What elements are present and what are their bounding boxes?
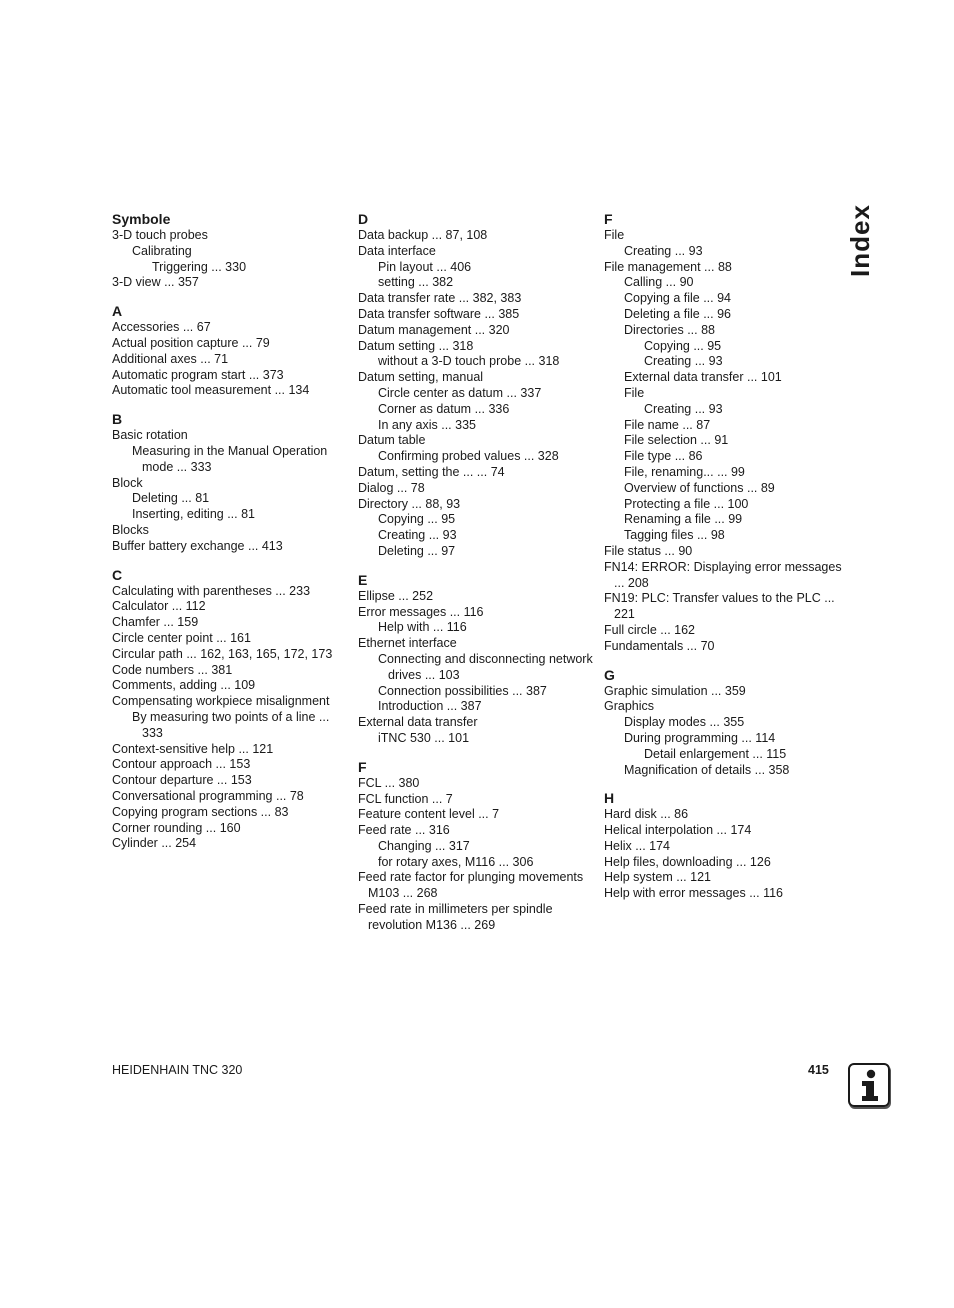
index-entry: Blocks <box>112 522 149 537</box>
index-entry: Introduction ... 387 <box>378 699 482 714</box>
index-entry: Calculating with parentheses ... 233 <box>112 583 311 598</box>
footer-product-name: HEIDENHAIN TNC 320 <box>112 1063 243 1077</box>
index-entry: Error messages ... 116 <box>358 604 484 619</box>
index-entry: Block <box>112 475 143 490</box>
index-entry: File name ... 87 <box>624 417 711 432</box>
index-entry: for rotary axes, M116 ... 306 <box>378 854 534 869</box>
index-entry: Copying program sections ... 83 <box>112 804 289 819</box>
index-section <box>604 666 844 779</box>
section-heading: H <box>604 790 615 807</box>
index-entry: Connecting and disconnecting network drives ... 103 <box>378 651 593 682</box>
index-entry: Feed rate factor for plunging movements M103 ... 268 <box>358 870 584 901</box>
index-entry: Datum setting, manual <box>358 370 484 385</box>
index-column-2 <box>358 210 598 945</box>
index-entry: Tagging files ... 98 <box>624 528 725 543</box>
section-heading: A <box>112 303 123 320</box>
index-entry: iTNC 530 ... 101 <box>378 730 470 745</box>
index-entry: Overview of functions ... 89 <box>624 480 775 495</box>
index-entry: Helix ... 174 <box>604 838 671 853</box>
index-entry: File type ... 86 <box>624 449 703 464</box>
index-entry: Help system ... 121 <box>604 870 711 885</box>
index-entry: External data transfer <box>358 715 478 730</box>
index-entry: Help files, downloading ... 126 <box>604 854 771 869</box>
index-entry: Deleting ... 97 <box>378 543 456 558</box>
index-entry: Hard disk ... 86 <box>604 807 689 822</box>
index-entry: Dialog ... 78 <box>358 480 425 495</box>
index-section <box>358 571 598 747</box>
index-entry: Copying ... 95 <box>378 512 456 527</box>
index-entry: Creating ... 93 <box>644 401 723 416</box>
index-entry: Circle center point ... 161 <box>112 630 251 645</box>
index-entry: Context-sensitive help ... 121 <box>112 741 274 756</box>
index-entry: File <box>624 385 645 400</box>
index-entry: Cylinder ... 254 <box>112 836 197 851</box>
index-entry: Full circle ... 162 <box>604 622 696 637</box>
index-entry: Directories ... 88 <box>624 322 716 337</box>
index-entry: Graphic simulation ... 359 <box>604 683 746 698</box>
info-icon <box>848 1063 890 1107</box>
index-entry: Magnification of details ... 358 <box>624 762 790 777</box>
index-entry: Corner as datum ... 336 <box>378 401 510 416</box>
index-section <box>112 210 352 291</box>
index-entry: Buffer battery exchange ... 413 <box>112 538 283 553</box>
index-entry: Deleting a file ... 96 <box>624 306 732 321</box>
index-entry: FN19: PLC: Transfer values to the PLC ... 221 <box>604 591 835 622</box>
index-entry: Copying ... 95 <box>644 338 722 353</box>
index-entry: Datum table <box>358 433 426 448</box>
section-tab-index <box>838 205 882 275</box>
index-entry: Help with error messages ... 116 <box>604 886 784 901</box>
index-entry: Data interface <box>358 243 436 258</box>
index-entry: File, renaming... ... 99 <box>624 464 745 479</box>
index-entry: Creating ... 93 <box>378 528 457 543</box>
section-heading: C <box>112 566 123 583</box>
index-entry: Calculator ... 112 <box>112 599 206 614</box>
index-entry: Inserting, editing ... 81 <box>132 507 255 522</box>
index-entry: Code numbers ... 381 <box>112 662 233 677</box>
section-heading: Symbole <box>112 211 171 227</box>
index-column-3 <box>604 210 844 913</box>
index-section <box>604 789 844 902</box>
index-section <box>604 210 844 655</box>
index-entry: Triggering ... 330 <box>152 259 247 274</box>
index-entry: Accessories ... 67 <box>112 320 211 335</box>
index-entry: Calling ... 90 <box>624 275 694 290</box>
index-entry: Datum, setting the ... ... 74 <box>358 464 505 479</box>
index-entry: Feed rate ... 316 <box>358 823 450 838</box>
index-entry: Comments, adding ... 109 <box>112 678 256 693</box>
index-entry: Automatic program start ... 373 <box>112 367 284 382</box>
index-entry: Renaming a file ... 99 <box>624 512 743 527</box>
index-section <box>358 210 598 560</box>
section-heading: F <box>604 211 613 227</box>
index-entry: Feature content level ... 7 <box>358 807 500 822</box>
index-section <box>112 302 352 399</box>
index-entry: Data backup ... 87, 108 <box>358 228 488 242</box>
index-entry: Changing ... 317 <box>378 838 470 853</box>
index-entry: setting ... 382 <box>378 275 454 290</box>
section-heading: D <box>358 211 369 227</box>
index-entry: Ellipse ... 252 <box>358 588 434 603</box>
index-entry: Creating ... 93 <box>644 354 723 369</box>
section-heading: E <box>358 571 368 588</box>
index-entry: Compensating workpiece misalignment <box>112 694 330 709</box>
index-entry: Creating ... 93 <box>624 243 703 258</box>
index-entry: Measuring in the Manual Operation mode ... 333 <box>132 443 328 474</box>
index-entry: 3-D touch probes <box>112 228 208 242</box>
index-entry: During programming ... 114 <box>624 730 776 745</box>
index-entry: Conversational programming ... 78 <box>112 788 304 803</box>
index-entry: Data transfer rate ... 382, 383 <box>358 291 522 306</box>
index-entry: Deleting ... 81 <box>132 491 210 506</box>
index-entry: Protecting a file ... 100 <box>624 496 749 511</box>
index-entry: FN14: ERROR: Displaying error messages ... 208 <box>604 559 842 590</box>
index-entry: FCL function ... 7 <box>358 791 453 806</box>
index-entry: Display modes ... 355 <box>624 715 745 730</box>
section-heading: B <box>112 411 123 428</box>
index-column-1 <box>112 210 352 863</box>
index-entry: Helical interpolation ... 174 <box>604 823 752 838</box>
index-entry: Graphics <box>604 699 655 714</box>
index-entry: Additional axes ... 71 <box>112 351 229 366</box>
index-entry: Actual position capture ... 79 <box>112 335 270 350</box>
index-entry: Directory ... 88, 93 <box>358 496 461 511</box>
index-entry: File selection ... 91 <box>624 433 729 448</box>
index-entry: Calibrating <box>132 243 192 258</box>
index-section <box>112 410 352 554</box>
index-entry: 3-D view ... 357 <box>112 275 199 290</box>
index-entry: Datum management ... 320 <box>358 322 510 337</box>
index-entry: Circular path ... 162, 163, 165, 172, 173 <box>112 646 333 661</box>
index-entry: Chamfer ... 159 <box>112 615 199 630</box>
index-entry: File status ... 90 <box>604 543 693 558</box>
index-entry: File management ... 88 <box>604 259 732 274</box>
page-number: 415 <box>808 1063 829 1077</box>
index-entry: Connection possibilities ... 387 <box>378 683 547 698</box>
index-entry: Fundamentals ... 70 <box>604 638 715 653</box>
index-entry: Confirming probed values ... 328 <box>378 449 559 464</box>
index-entry: Circle center as datum ... 337 <box>378 385 542 400</box>
index-entry: FCL ... 380 <box>358 775 420 790</box>
index-entry: Datum setting ... 318 <box>358 338 474 353</box>
index-entry: Detail enlargement ... 115 <box>644 746 787 761</box>
index-entry: In any axis ... 335 <box>378 417 476 432</box>
index-section <box>358 758 598 934</box>
index-entry: Data transfer software ... 385 <box>358 306 520 321</box>
index-entry: without a 3-D touch probe ... 318 <box>378 354 560 369</box>
index-entry: Feed rate in millimeters per spindle revolution M136 ... 269 <box>358 902 553 932</box>
section-heading: G <box>604 666 615 683</box>
index-entry: Ethernet interface <box>358 636 457 651</box>
section-heading: F <box>358 758 367 775</box>
index-entry: Contour departure ... 153 <box>112 773 252 788</box>
index-entry: Copying a file ... 94 <box>624 291 732 306</box>
index-entry: Automatic tool measurement ... 134 <box>112 383 310 398</box>
index-entry: Basic rotation <box>112 428 188 443</box>
index-entry: Corner rounding ... 160 <box>112 820 241 835</box>
index-entry: External data transfer ... 101 <box>624 370 782 385</box>
side-title: Index <box>844 203 875 277</box>
index-entry: Help with ... 116 <box>378 620 467 635</box>
index-entry: By measuring two points of a line ... 333 <box>132 709 330 740</box>
index-entry: Contour approach ... 153 <box>112 757 251 772</box>
index-entry: File <box>604 228 625 242</box>
index-section <box>112 566 352 853</box>
index-entry: Pin layout ... 406 <box>378 259 472 274</box>
